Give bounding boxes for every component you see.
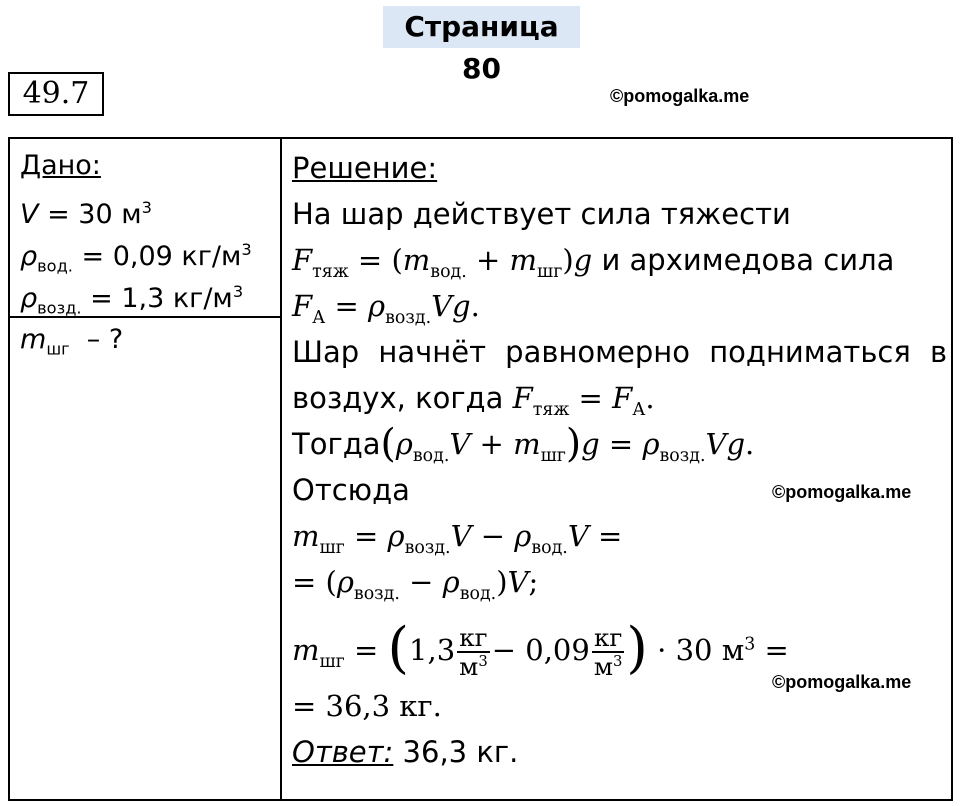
given-section — [20, 145, 275, 361]
solution-line-gravity-formula: $F_{тяж} = (m_{вод.} + m_{шг})g$ и архимедова сила — [292, 243, 895, 282]
watermark-bottom: ©pomogalka.me — [772, 672, 912, 692]
solution-line-gravity: На шар действует сила тяжести — [292, 197, 791, 231]
solution-table — [8, 137, 953, 801]
solution-line-condition: воздух, когда $F_{тяж} = F_А$. — [292, 381, 655, 420]
solution-line-archimedes-formula: $F_А = \rho_{возд.}Vg$. — [292, 289, 480, 328]
solution-line-substitution: $m_{шг} = (1,3$ $\frac{кг}{м^3}$ − 0,09 $\frac{кг}{м^3}$ ) · 30 $м^3$ = — [292, 615, 789, 681]
given-volume: V = 30 $м^3$ — [20, 198, 152, 230]
solution-line-mass-formula: $m_{шг} = \rho_{возд.}V - \rho_{вод.}V$ = — [292, 519, 623, 558]
given-air-density: $\rho_{возд.} = 1,3$ $кг/м^3$ — [20, 282, 244, 318]
given-water-density: $\rho_{вод.} = 0,09$ $кг/м^3$ — [20, 240, 252, 276]
given-header: Дано: — [20, 150, 101, 181]
problem-number: 49.7 — [8, 72, 104, 116]
solution-line-answer: Ответ: 36,3 кг. — [292, 735, 519, 769]
watermark-top: ©pomogalka.me — [610, 86, 750, 106]
find-mass: $m_{шг}$ – ? — [20, 324, 124, 359]
column-divider — [280, 139, 282, 799]
solution-line-rise: Шар начнёт равномерно подниматься в — [292, 335, 948, 369]
solution-line-hence: Отсюда — [292, 473, 410, 507]
solution-section — [292, 145, 948, 775]
solution-line-mass-factored: = $(\rho_{возд.} - \rho_{вод.})V$; — [292, 565, 539, 604]
watermark-middle: ©pomogalka.me — [772, 482, 912, 502]
solution-line-result: = 36,3 кг. — [292, 689, 442, 723]
solution-line-then: $Тогда(\rho_{вод.}V + m_{шг})g = \rho_{возд.}Vg$. — [292, 421, 755, 467]
solution-header: Решение: — [292, 151, 438, 185]
page-title: Страница 80 — [383, 6, 580, 48]
